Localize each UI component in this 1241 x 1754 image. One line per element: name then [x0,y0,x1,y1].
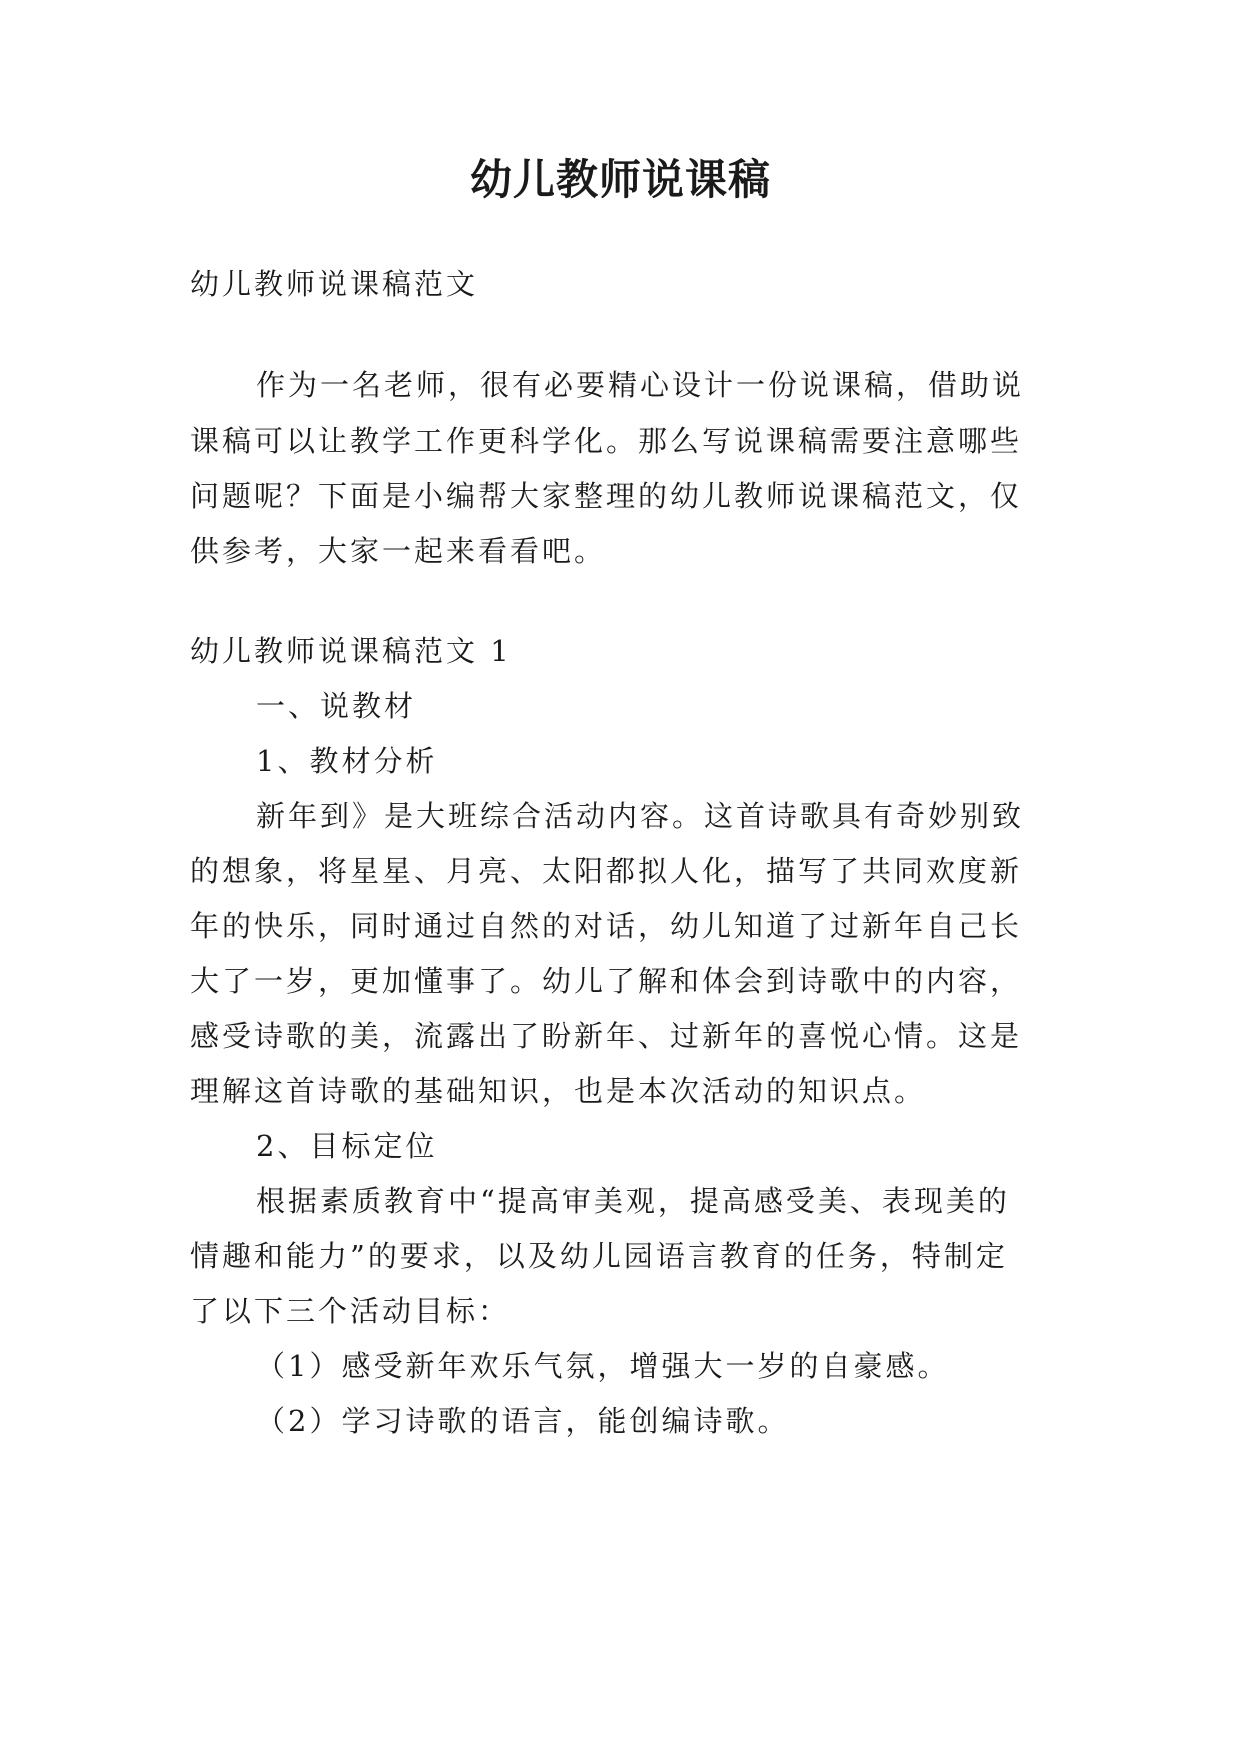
section-heading: 幼儿教师说课稿范文 1 [190,634,512,668]
analysis-paragraph-line: 大了一岁，更加懂事了。幼儿了解和体会到诗歌中的内容， [190,964,1023,998]
goal-paragraph-line: 情趣和能力”的要求，以及幼儿园语言教育的任务，特制定 [190,1239,1008,1273]
intro-paragraph-line: 供参考，大家一起来看看吧。 [190,534,607,568]
part-heading: 一、说教材 [256,689,417,723]
intro-paragraph-line: 课稿可以让教学工作更科学化。那么写说课稿需要注意哪些 [190,424,1023,458]
analysis-paragraph-line: 的想象，将星星、月亮、太阳都拟人化，描写了共同欢度新 [190,854,1023,888]
analysis-paragraph-line: 年的快乐，同时通过自然的对话，幼儿知道了过新年自己长 [190,909,1023,943]
sub-heading-analysis: 1、教材分析 [256,744,438,778]
sub-heading-goals: 2、目标定位 [256,1129,438,1163]
objective-item: （2）学习诗歌的语言，能创编诗歌。 [256,1404,790,1438]
document-title: 幼儿教师说课稿 [469,155,771,204]
analysis-paragraph-line: 新年到》是大班综合活动内容。这首诗歌具有奇妙别致 [256,799,1025,833]
analysis-paragraph-line: 理解这首诗歌的基础知识，也是本次活动的知识点。 [190,1074,927,1108]
objective-item: （1）感受新年欢乐气氛，增强大一岁的自豪感。 [256,1349,950,1383]
intro-paragraph-line: 作为一名老师，很有必要精心设计一份说课稿，借助说 [256,368,1025,402]
document-subtitle: 幼儿教师说课稿范文 [190,267,479,301]
analysis-paragraph-line: 感受诗歌的美，流露出了盼新年、过新年的喜悦心情。这是 [190,1019,1023,1053]
goal-paragraph-line: 根据素质教育中“提高审美观，提高感受美、表现美的 [256,1184,1010,1218]
goal-paragraph-line: 了以下三个活动目标： [190,1294,511,1328]
intro-paragraph-line: 问题呢？下面是小编帮大家整理的幼儿教师说课稿范文，仅 [190,479,1023,513]
